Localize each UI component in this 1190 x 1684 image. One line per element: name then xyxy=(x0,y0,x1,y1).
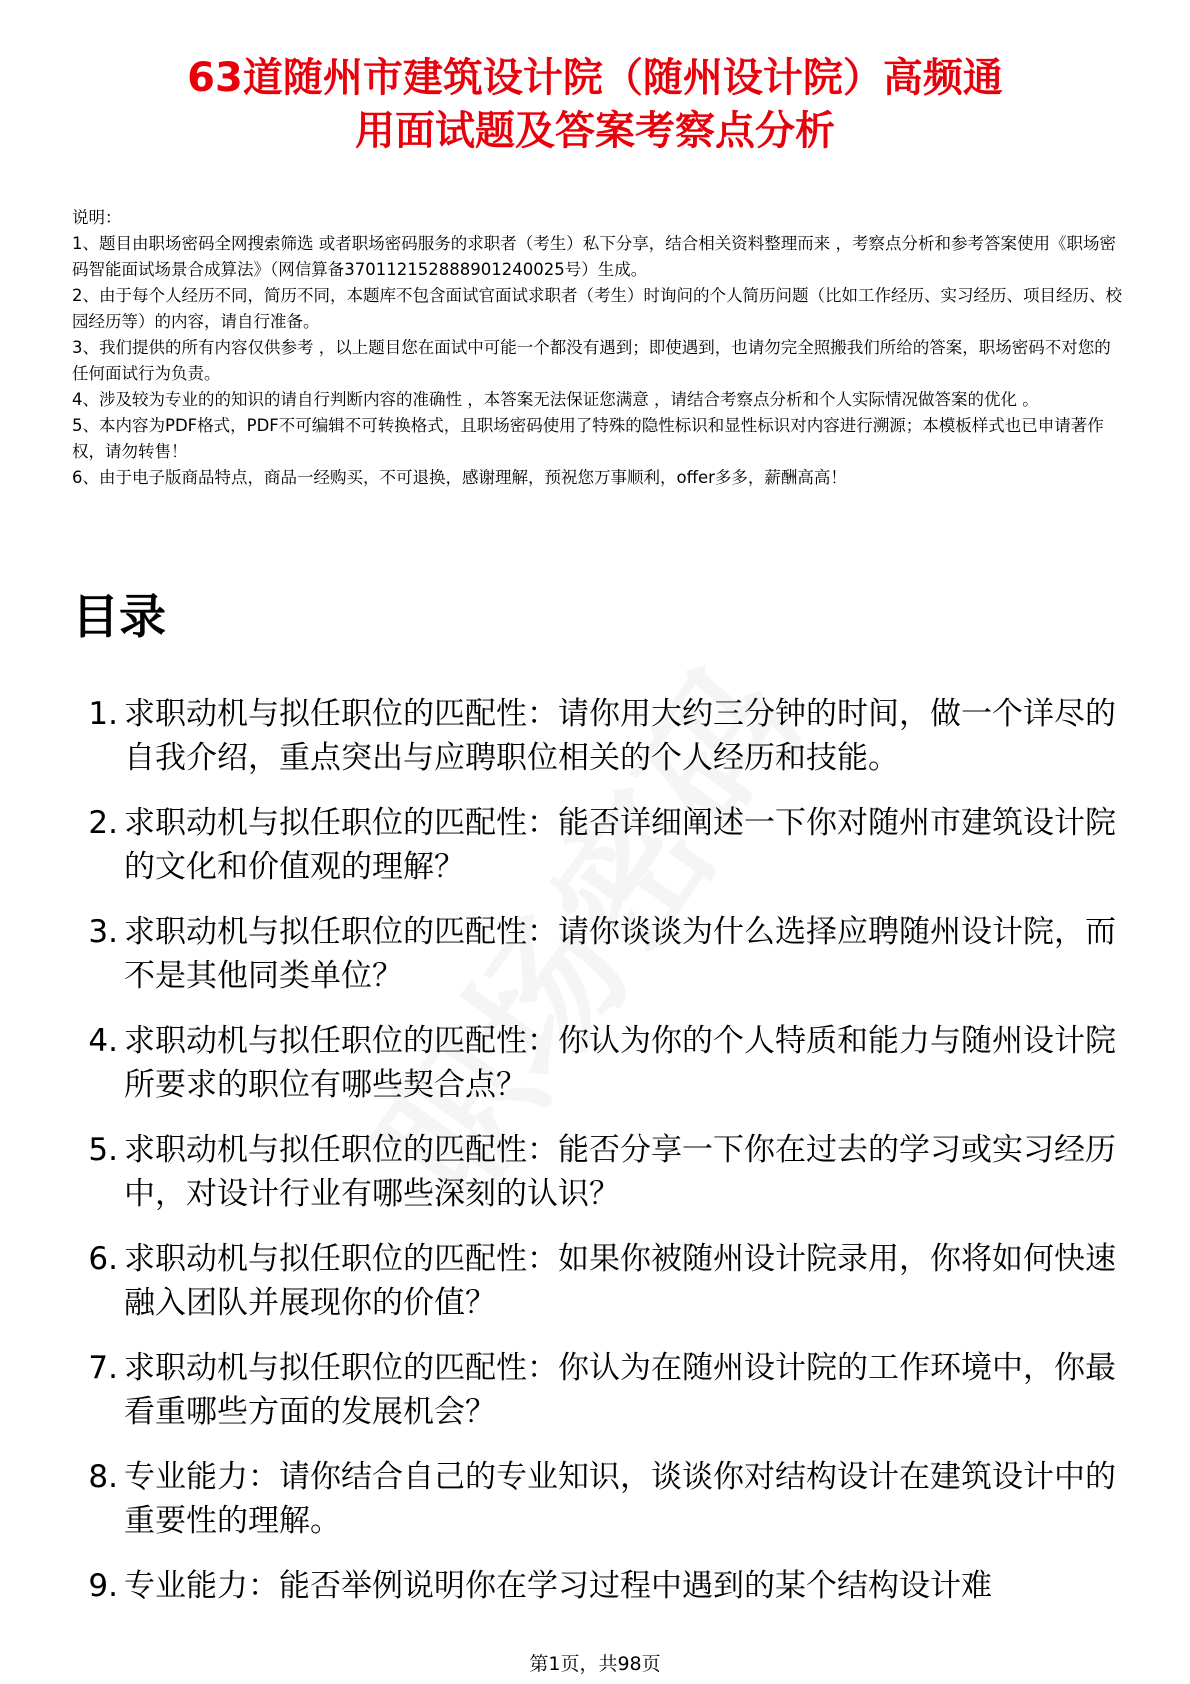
toc-item-number: 6 . xyxy=(72,1237,118,1281)
toc-item[interactable] xyxy=(72,801,1122,889)
toc-item-number: 1 . xyxy=(72,692,118,736)
toc-item-number: 5 . xyxy=(72,1128,118,1172)
toc-item-number: 8 . xyxy=(72,1455,118,1499)
notes-section xyxy=(72,205,1122,491)
toc-item[interactable] xyxy=(72,1564,1122,1608)
title-line-2: 用面试题及答案考察点分析 xyxy=(355,108,835,154)
toc-item-text: 求职动机与拟任职位的匹配性：你认为你的个人特质和能力与随州设计院所要求的职位有哪些契合点？ xyxy=(124,1023,1116,1103)
toc-item-text: 求职动机与拟任职位的匹配性：请你谈谈为什么选择应聘随州设计院，而不是其他同类单位？ xyxy=(124,914,1116,994)
document-title xyxy=(70,52,1120,158)
toc-item-text: 求职动机与拟任职位的匹配性：如果你被随州设计院录用，你将如何快速融入团队并展现你的价值？ xyxy=(124,1241,1116,1321)
toc-item-text: 求职动机与拟任职位的匹配性：你认为在随州设计院的工作环境中，你最看重哪些方面的发展机会？ xyxy=(124,1350,1116,1430)
note-item: 6、由于电子版商品特点，商品一经购买，不可退换，感谢理解，预祝您万事顺利，offer多多，薪酬高高！ xyxy=(72,468,847,487)
toc-item[interactable] xyxy=(72,1237,1122,1325)
toc-item-text: 求职动机与拟任职位的匹配性：能否分享一下你在过去的学习或实习经历中，对设计行业有哪些深刻的认识？ xyxy=(124,1132,1116,1212)
toc-item[interactable] xyxy=(72,1019,1122,1107)
note-item: 1、题目由职场密码全网搜索筛选 或者职场密码服务的求职者（考生）私下分享，结合相关资料整理而来 ，考察点分析和参考答案使用《职场密码智能面试场景合成算法》（网信算备370112152888901240025号）生成。 xyxy=(72,234,1116,279)
toc-item[interactable] xyxy=(72,1346,1122,1434)
toc-item-number: 7 . xyxy=(72,1346,118,1390)
toc-item[interactable] xyxy=(72,1128,1122,1216)
toc-item[interactable] xyxy=(72,692,1122,780)
notes-heading: 说明： xyxy=(72,208,122,227)
toc-item-number: 9 . xyxy=(72,1564,118,1608)
toc-item-number: 3 . xyxy=(72,910,118,954)
toc-heading: 目录 xyxy=(72,590,166,645)
table-of-contents xyxy=(72,692,1122,1629)
toc-item-number: 2 . xyxy=(72,801,118,845)
toc-item[interactable] xyxy=(72,910,1122,998)
toc-item-number: 4 . xyxy=(72,1019,118,1063)
title-line-1: 63道随州市建筑设计院（随州设计院）高频通 xyxy=(187,55,1003,101)
toc-item-text: 求职动机与拟任职位的匹配性：请你用大约三分钟的时间，做一个详尽的自我介绍，重点突出与应聘职位相关的个人经历和技能。 xyxy=(124,696,1116,776)
toc-item-text: 专业能力：请你结合自己的专业知识，谈谈你对结构设计在建筑设计中的重要性的理解。 xyxy=(124,1459,1116,1539)
toc-item[interactable] xyxy=(72,1455,1122,1543)
note-item: 2、由于每个人经历不同，简历不同，本题库不包含面试官面试求职者（考生）时询问的个人简历问题（比如工作经历、实习经历、项目经历、校园经历等）的内容，请自行准备。 xyxy=(72,286,1122,331)
toc-item-text: 求职动机与拟任职位的匹配性：能否详细阐述一下你对随州市建筑设计院的文化和价值观的理解？ xyxy=(124,805,1116,885)
note-item: 4、涉及较为专业的的知识的请自行判断内容的准确性 ，本答案无法保证您满意 ，请结合考察点分析和个人实际情况做答案的优化 。 xyxy=(72,390,1039,409)
note-item: 5、本内容为PDF格式，PDF不可编辑不可转换格式，且职场密码使用了特殊的隐性标识和显性标识对内容进行溯源；本模板样式也已申请著作权，请勿转售！ xyxy=(72,416,1104,461)
note-item: 3、我们提供的所有内容仅供参考 ，以上题目您在面试中可能一个都没有遇到；即使遇到，也请勿完全照搬我们所给的答案，职场密码不对您的任何面试行为负责。 xyxy=(72,338,1111,383)
toc-item-text: 专业能力：能否举例说明你在学习过程中遇到的某个结构设计难 xyxy=(124,1568,992,1604)
page-footer: 第1页，共98页 xyxy=(529,1653,661,1675)
